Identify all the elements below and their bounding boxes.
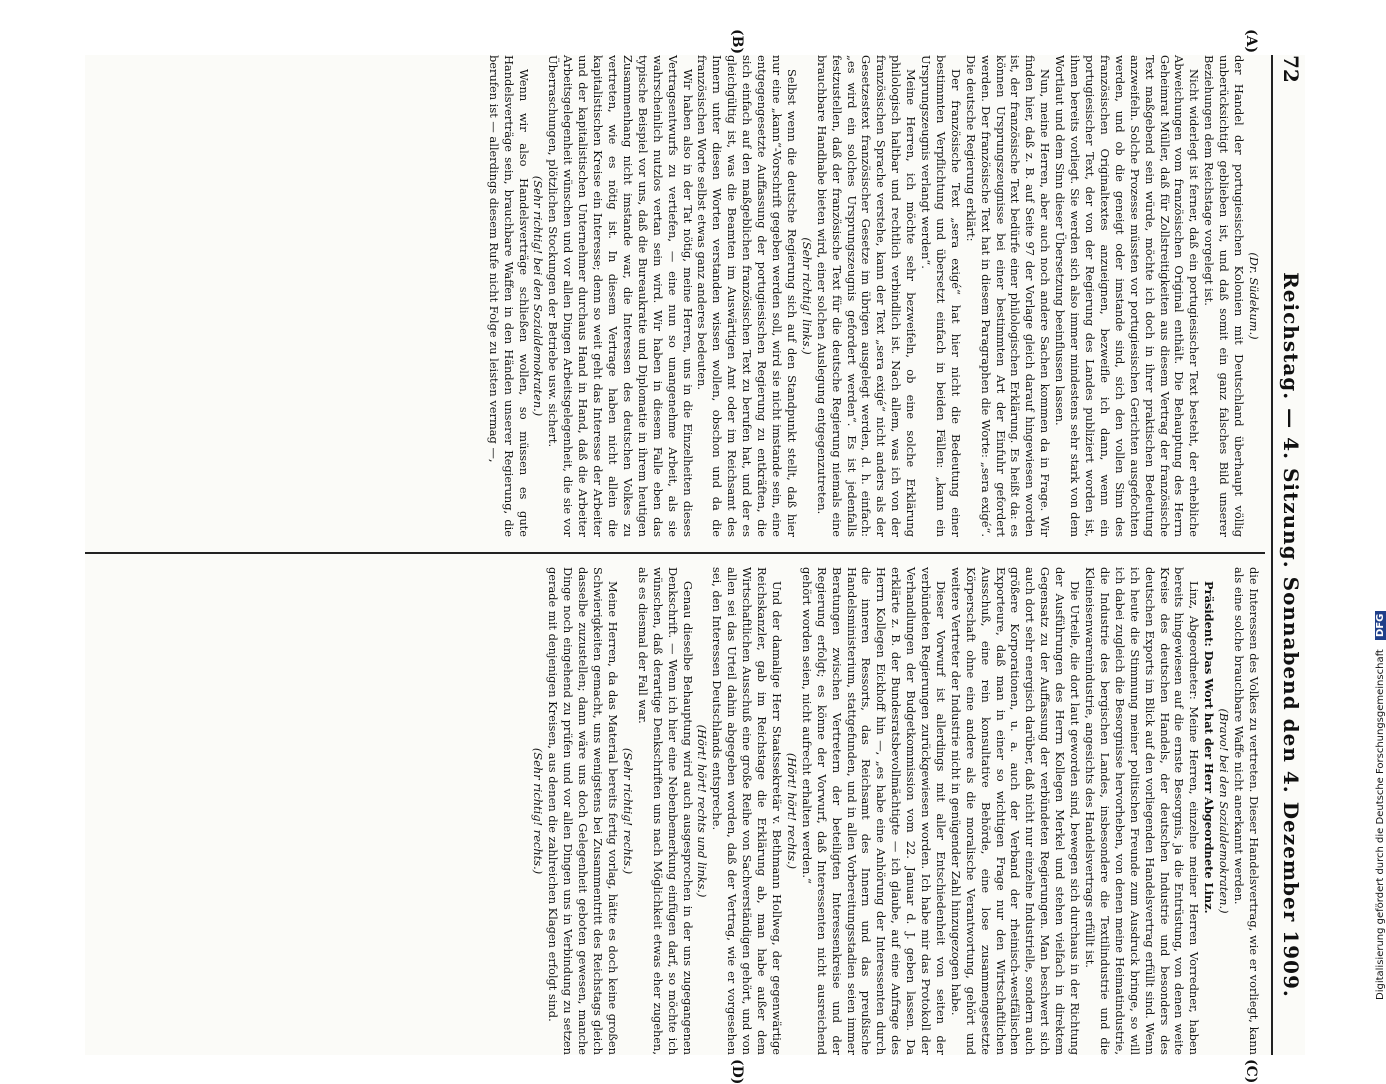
paragraph: (Sehr richtig! links.) xyxy=(799,237,814,355)
paragraph: Der französische Text „sera exigé“ hat hier nicht die Bedeutung einer bestimmten Verpflichtung und übersetzt einfach in beiden Fällen: „kann ein Ursprungszeugnis verlangt werden“. xyxy=(919,55,963,537)
left-column xyxy=(486,55,1261,537)
page-number: 72 xyxy=(1279,55,1303,83)
paragraph: der Handel der portugiesischen Kolonien mit Deutschland überhaupt völlig unberücksichtigt geblieben ist, und daß somit ein ganz falsches Bild unserer Beziehungen dem Reichstage vorgelegt ist. xyxy=(1202,55,1247,537)
paragraph: Die Urteile, die dort laut geworden sind, bewegen sich durchaus in der Richtung der Ausführungen des Herrn Kollegen Merkel und stehen vielfach in direktem Gegensatz zu der Auffassung der verbündeten Regierungen. Man beschwert sich auch dort sehr energisch darüber, daß nicht nur einzelne Industrielle, sondern auch größere Korporationen, u. a. auch der Verband der rheinisch-westfälischen Exporteure, daß man in einer so wichtigen Frage nur den Wirtschaftlichen Ausschuß, eine rein konsultative Behörde, eine lose zusammengesetzte Körperschaft ohne eine andere als die moralische Verantwortung, gehört und weitere Vertreter der Industrie nicht in genügender Zahl hinzugezogen habe. xyxy=(948,567,1083,1055)
margin-mark-c: (C) xyxy=(1243,1059,1259,1084)
paragraph: Dieser Vorwurf ist allerdings mit aller Entschiedenheit von seiten der verbündeten Regierungen zurückgewiesen worden. Ich habe mir das Protokoll der Verhandlungen der Budgetkommission vom 22. Januar d. J. geben lassen. Da erklärte z. B. der Bundesratsbevollmächtigte — ich glaube, auf eine Anfrage des Herrn Kollegen Eickhoff hin —, „es habe eine Anhörung der Interessenten durch die inneren Ressorts, das Reichsamt des Innern und das preußische Handelsministerium, stattgefunden, und in allen Vorbereitungsstadien seien immer Beratungen zwischen Vertretern der beteiligten Interessenkreise und der Regierung erfolgt; es könne der Vorwurf, daß Interessenten nicht ausreichend gehört worden seien, nicht aufrecht erhalten werden.“ xyxy=(799,567,948,1055)
scanned-page xyxy=(85,29,1305,1084)
paragraph: Meine Herren, da das Material bereits fertig vorlag, hätte es doch keine großen Schwierigkeiten gemacht, uns wenigstens bei Zusammentritt des Reichstags gleich dasselbe zuzustellen; dann wäre uns doch Gelegenheit geboten gewesen, manche Dinge noch eingehend zu prüfen und vor allen Dingen uns in Verbindung zu setzen gerade mit denjenigen Kreisen, aus denen die zahlreichen Klagen erfolgt sind. xyxy=(546,567,621,1055)
paragraph: (Bravo! bei den Sozialdemokraten.) xyxy=(1217,708,1232,914)
paragraph: Genau dieselbe Behauptung wird auch ausgesprochen in der uns zugegangenen Denkschrift. — Wenn ich hier eine Nebenbemerkung einfügen darf, so möchte ich wünschen, daß derartige Denkschriften uns nach Möglichkeit etwas eher zugehen, als es diesmal der Fall war. xyxy=(635,567,695,1055)
funding-text: Digitalisierung gefördert durch die Deutsche Forschungsgemeinschaft xyxy=(1375,649,1386,1000)
paragraph: (Sehr richtig! rechts.) xyxy=(531,747,546,875)
page-title: Reichstag. — 4. Sitzung. Sonnabend den 4. Dezember 1909. xyxy=(1279,272,1303,998)
dfg-logo: DFG xyxy=(1375,611,1386,640)
paragraph: Selbst wenn die deutsche Regierung sich auf den Standpunkt stellt, daß hier nur eine „kann“-Vorschrift gegeben werden soll, wird sie nicht imstande sein, eine entgegengesetzte Auffassung der portugiesischen Regierung zu entkräften, die sich einfach auf den maßgeblichen französischen Text zu berufen hat, und der es gleichgültig ist, was die Beamten im Auswärtigen Amt oder im Reichsamt des Innern unter diesen Worten verstanden wissen wollen, obschon und da die französischen Worte selbst etwas ganz anderes bedeuten. xyxy=(695,55,799,537)
paragraph: Präsident: Das Wort hat der Herr Abgeordnete Linz. xyxy=(1202,581,1217,914)
page-header xyxy=(1271,55,1305,1055)
margin-mark-a: (A) xyxy=(1243,29,1259,54)
column-divider xyxy=(85,552,1265,554)
paragraph: (Dr. Südekum.) xyxy=(1247,252,1261,340)
paragraph: die Interessen des Volkes zu vertreten. Dieser Handelsvertrag, wie er vorliegt, kann als eine solche brauchbare Waffe nicht anerkannt werden. xyxy=(1232,567,1261,1055)
paragraph: Wir haben also in der Tat nötig, meine Herren, uns in die Einzelheiten dieses Vertragsentwurfs zu vertiefen, — eine nun so unangenehme Arbeit, als sie wahrscheinlich nutzlos vertan sein wird. Wir haben in diesem Falle eben das typische Beispiel vor uns, daß die Bureaukratie und Diplomatie in ihrem heutigen Zusammenhang nicht imstande war, die Interessen des deutschen Volkes zu vertreten, wie es nötig ist. In diesem Vertrage haben nicht allein die kapitalistischen Kreise ein Interesse; denn so weit geht das Interesse der Arbeiter und der kapitalistischen Unternehmer durchaus Hand in Hand, daß die Arbeiter Arbeitsgelegenheit wünschen und vor allen Dingen Arbeitsgelegenheit, die sie vor Überraschungen, plötzlichen Stockungen der Betriebe usw. sichert. xyxy=(546,55,695,537)
margin-mark-b: (B) xyxy=(729,29,745,55)
paragraph: Nun, meine Herren, aber auch noch andere Sachen kommen da in Frage. Wir finden hier, daß z. B. auf Seite 97 der Vorlage gleich darauf hingewiesen worden ist, der französische Text bedürfe einer philologischen Erklärung. Es heißt da: es können Ursprungszeugnisse bei einer bestimmten Art der Einfuhr gefordert werden. Der französische Text hat in diesem Paragraphen die Worte: „sera exigé“. Die deutsche Regierung erklärt: xyxy=(963,55,1053,537)
paragraph: Nicht widerlegt ist ferner, daß ein portugiesischer Text besteht, der erhebliche Abweichungen vom französischen Original enthält. Die Behauptung des Herrn Geheimrat Müller, daß für Zollstreitigkeiten aus diesem Vertrag der französische Text maßgebend sein würde, möchte ich doch in ihrer praktischen Bedeutung anzweifeln. Solche Prozesse müssten vor portugiesischen Gerichten ausgefochten werden, und ob die geneigt oder imstande sind, sich den vollen Sinn des französischen Originaltextes anzueignen, bezweifle ich dann, wenn ein portugiesischer Text, der von der Regierung des Landes publiziert worden ist, ihnen bereits vorliegt. Sie werden sich also immer mindestens sehr stark von dem Wortlaut und dem Sinn dieser Übersetzung beeinflussen lassen. xyxy=(1053,55,1202,537)
funding-note xyxy=(1375,611,1386,1000)
paragraph: Meine Herren, ich möchte sehr bezweifeln, ob eine solche Erklärung philologisch haltbar und rechtlich verbindlich ist. Nach allem, was ich von der französischen Sprache verstehe, kann der Text „sera exigé“ nicht anders als der Gesetzestext französischer Gesetze im übrigen ausgelegt werden, d. h. einfach: „es wird ein solches Ursprungszeugnis gefordert werden“. Es ist jedenfalls festzustellen, daß der französische Text für die deutsche Regierung niemals eine brauchbare Handhabe bieten wird, einer solchen Auslegung entgegenzutreten. xyxy=(814,55,919,537)
paragraph: Und der damalige Herr Staatssekretär v. Bethmann Hollweg, der gegenwärtige Reichskanzler, gab im Reichstage die Erklärung ab, man habe außer dem Wirtschaftlichen Ausschuß eine große Reihe von Sachverständigen gehört, und von allen sei das Urteil dahin abgegeben worden, daß der Vertrag, wie er vorgesehen sei, den Interessen Deutschlands entspreche. xyxy=(710,567,784,1055)
right-column xyxy=(531,567,1261,1055)
paragraph: (Sehr richtig! rechts.) xyxy=(620,747,635,875)
paragraph: (Hört! hört! rechts.) xyxy=(784,752,799,870)
paragraph: (Sehr richtig! bei den Sozialdemokraten.) xyxy=(531,175,546,417)
paragraph: Wenn wir also Handelsverträge schließen wollen, so müssen es gute Handelsverträge sein, brauchbare Waffen in den Händen unserer Regierung, die berufen ist — allerdings diesem Rufe nicht Folge zu leisten vermag —, xyxy=(486,55,531,537)
paragraph: (Hört! hört! rechts und links.) xyxy=(695,724,710,898)
margin-mark-d: (D) xyxy=(729,1059,745,1084)
paragraph: Linz, Abgeordneter: Meine Herren, einzelne meiner Herren Vorredner, haben bereits hingewiesen auf die ernste Besorgnis, ja die Entrüstung, von denen weite Kreise des deutschen Handels, der deutschen Industrie und besonders des deutschen Exports im Blick auf den vorliegenden Handelsvertrag erfüllt sind. Wenn ich heute die Stimmung meiner politischen Freunde zum Ausdruck bringe, so will ich dabei zugleich die Besorgnisse hervorheben, von denen meine Heimatindustrie, die Industrie des bergischen Landes, insbesondere die Textilindustrie und die Kleineisenwarenindustrie, angesichts des Handelsvertrags erfüllt ist. xyxy=(1083,567,1202,1055)
